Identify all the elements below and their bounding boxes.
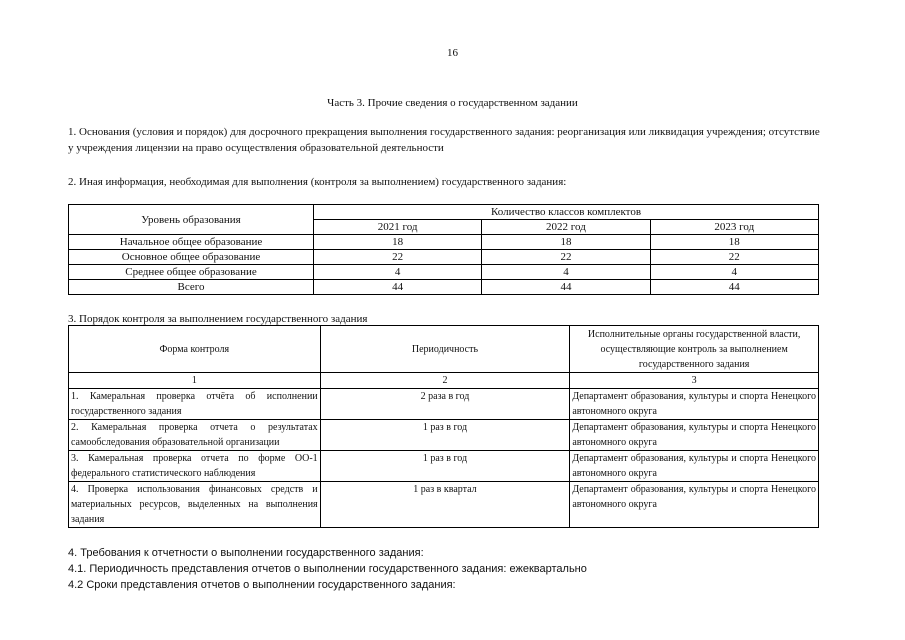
control-form-cell: 1. Камеральная проверка отчёта об исполнении государственного задания [69, 389, 321, 420]
periodicity-cell: 1 раз в год [320, 451, 570, 482]
header-control-form: Форма контроля [69, 326, 321, 373]
header-periodicity: Периодичность [320, 326, 570, 373]
year-header: 2021 год [314, 220, 482, 235]
table-row [69, 265, 819, 280]
control-form-cell: 4. Проверка использования финансовых средств и материальных ресурсов, выделенных на выполнения задания [69, 482, 321, 528]
column-number-row [69, 373, 819, 389]
row-label: Основное общее образование [69, 250, 314, 265]
section-4-1-text: 4.1. Периодичность представления отчетов о выполнении государственного задания: ежеквартально [68, 563, 587, 575]
control-organ-cell: Департамент образования, культуры и спорта Ненецкого автономного округа [570, 389, 819, 420]
header-education-level: Уровень образования [69, 205, 314, 235]
year-header: 2022 год [482, 220, 650, 235]
cell-value: 22 [482, 250, 650, 265]
table-row [69, 420, 819, 451]
control-organ-cell: Департамент образования, культуры и спорта Ненецкого автономного округа [570, 451, 819, 482]
table-row-total [69, 280, 819, 295]
header-class-count: Количество классов комплектов [314, 205, 819, 220]
row-label: Всего [69, 280, 314, 295]
page-number: 16 [447, 47, 458, 59]
table-row [69, 389, 819, 420]
cell-value: 4 [314, 265, 482, 280]
table-header-row [69, 326, 819, 373]
cell-value: 22 [314, 250, 482, 265]
table-row [69, 235, 819, 250]
section-4-text: 4. Требования к отчетности о выполнении государственного задания: [68, 547, 424, 559]
table-row [69, 451, 819, 482]
cell-value: 18 [482, 235, 650, 250]
control-organ-cell: Департамент образования, культуры и спорта Ненецкого автономного округа [570, 482, 819, 528]
control-form-cell: 2. Камеральная проверка отчета о результатах самообследования образовательной организации [69, 420, 321, 451]
year-header: 2023 год [650, 220, 818, 235]
column-number: 1 [69, 373, 321, 389]
table-row [69, 250, 819, 265]
cell-value: 18 [314, 235, 482, 250]
cell-value: 44 [650, 280, 818, 295]
class-count-table [68, 204, 819, 295]
cell-value: 18 [650, 235, 818, 250]
row-label: Начальное общее образование [69, 235, 314, 250]
periodicity-cell: 1 раз в год [320, 420, 570, 451]
section-2-text: 2. Иная информация, необходимая для выполнения (контроля за выполнением) государственного задания: [68, 176, 567, 188]
column-number: 2 [320, 373, 570, 389]
control-form-cell: 3. Камеральная проверка отчета по форме ОО-1 федерального статистического наблюдения [69, 451, 321, 482]
header-control-organs: Исполнительные органы государственной власти, осуществляющие контроль за выполнением государственного задания [570, 326, 819, 373]
part-title: Часть 3. Прочие сведения о государственном задании [327, 97, 578, 109]
cell-value: 22 [650, 250, 818, 265]
section-3-text: 3. Порядок контроля за выполнением государственного задания [68, 313, 368, 325]
periodicity-cell: 2 раза в год [320, 389, 570, 420]
section-1-text: 1. Основания (условия и порядок) для досрочного прекращения выполнения государственного задания: реорганизация или ликвидация учреждения; отсутствие у учреждения лицензии на право осуществления образовательной деятельности [68, 126, 820, 154]
cell-value: 44 [314, 280, 482, 295]
control-organ-cell: Департамент образования, культуры и спорта Ненецкого автономного округа [570, 420, 819, 451]
table-row [69, 482, 819, 528]
cell-value: 4 [650, 265, 818, 280]
periodicity-cell: 1 раз в квартал [320, 482, 570, 528]
cell-value: 4 [482, 265, 650, 280]
table-header-row [69, 205, 819, 220]
control-procedure-table [68, 325, 819, 528]
section-4-2-text: 4.2 Сроки представления отчетов о выполнении государственного задания: [68, 579, 456, 591]
column-number: 3 [570, 373, 819, 389]
row-label: Среднее общее образование [69, 265, 314, 280]
cell-value: 44 [482, 280, 650, 295]
